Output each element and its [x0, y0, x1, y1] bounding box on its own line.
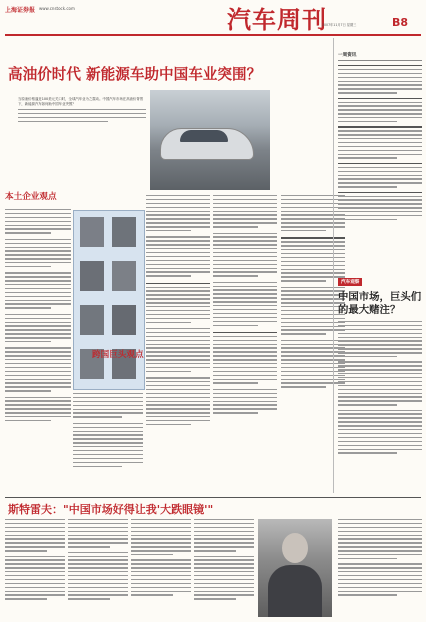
interview-portrait: [258, 519, 332, 617]
left-column-title: 本土企业观点: [5, 192, 57, 202]
masthead-rule: [5, 34, 421, 36]
experts-box: [73, 210, 145, 390]
expert-portrait-6: [112, 305, 136, 335]
expert-portrait-1: [80, 217, 104, 247]
interview-column-4: [194, 519, 254, 619]
lead-text: 当原油价格逼近100美元关口时，全球汽车业为之震动。中国汽车市场在高油价背景下，新能源汽车如何助中国车业突围？: [18, 97, 144, 106]
interview-headline: 斯特雷夫："中国市场好得让我'大跌眼镜'": [8, 503, 214, 516]
car-observation-label: 汽车观察: [338, 278, 362, 286]
left-column: [5, 190, 71, 495]
portrait-suit-shape: [268, 565, 322, 617]
center-box-title: 跨国巨头观点: [92, 350, 144, 360]
interview-column-3: [131, 519, 191, 619]
section-title: 汽车周刊: [227, 5, 327, 34]
portrait-head-shape: [282, 533, 308, 563]
feature-headline: 中国市场，巨头们的最大赌注？: [338, 291, 422, 316]
car-observation-section: [338, 268, 422, 493]
paper-logo: 上海证券报: [5, 7, 36, 14]
weekly-news-header: 一周资讯: [338, 52, 422, 61]
website-label: www.cnstock.com: [39, 6, 75, 11]
lead-paragraph: [18, 97, 146, 149]
car-window-shape: [180, 130, 228, 142]
middle-column-2: [213, 195, 277, 495]
right-column-divider: [333, 38, 334, 493]
right-column-top: [338, 52, 422, 257]
interview-top-rule: [5, 497, 421, 498]
middle-column-1: [146, 195, 210, 495]
expert-portrait-2: [112, 217, 136, 247]
interview-column-2: [68, 519, 128, 619]
expert-portrait-3: [80, 261, 104, 291]
expert-portrait-4: [112, 261, 136, 291]
middle-column-3: [281, 195, 345, 495]
interview-column-1: [5, 519, 65, 619]
center-left-text: [73, 393, 143, 493]
page-code: B8: [392, 16, 409, 29]
issue-info: 2007年11月7日 星期三: [322, 23, 357, 27]
right-column-bottom: [338, 519, 422, 619]
main-headline: 高油价时代 新能源车助中国车业突围？: [8, 66, 262, 83]
expert-portrait-5: [80, 305, 104, 335]
car-photo: [150, 90, 270, 190]
